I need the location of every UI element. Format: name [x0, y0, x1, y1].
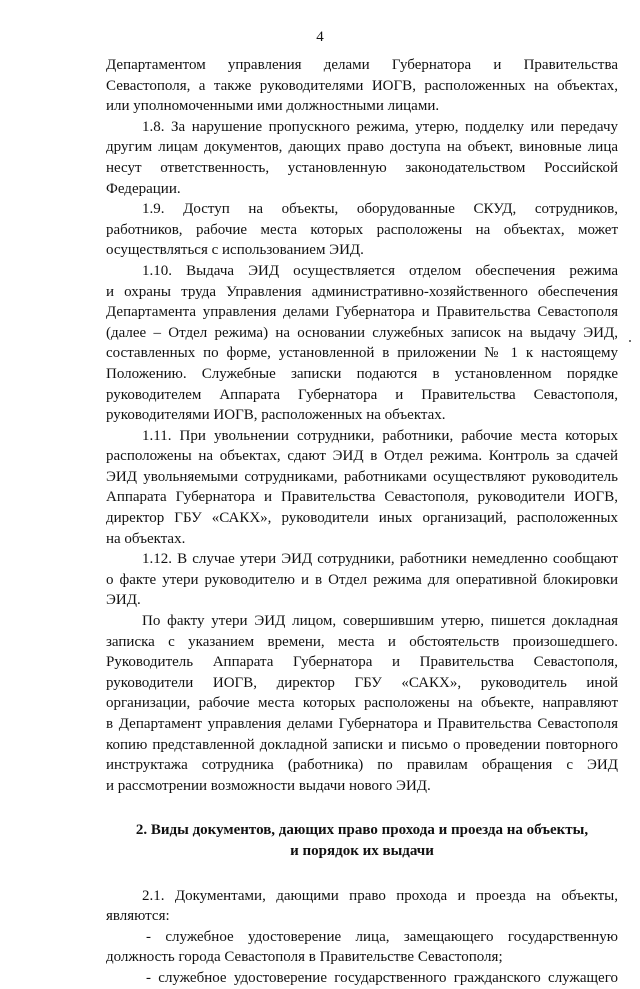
- list-item-official-id: [106, 927, 618, 968]
- paragraph-loss-report: [106, 611, 618, 796]
- text-line: копию представленной докладной записки и письмо о проведении повторного: [106, 736, 618, 753]
- text-line: являются:: [106, 908, 170, 925]
- text-line: Аппарата Губернатора и Правительства Севастополя, руководители ИОГВ,: [106, 489, 618, 506]
- text-line: составленных по форме, установленной в приложении № 1 к настоящему: [106, 345, 618, 362]
- paragraph-1-9: [106, 199, 618, 261]
- text-line: руководителями ИОГВ, расположенных на объектах.: [106, 407, 446, 424]
- text-line: ЭИД.: [106, 592, 141, 609]
- text-line: Положению. Служебные записки подаются в установленном порядке: [106, 365, 618, 382]
- scan-speck: [629, 340, 631, 342]
- text-line: и охраны труда Управления административно-хозяйственного обеспечения: [106, 283, 618, 300]
- text-line: и рассмотрении возможности выдачи нового ЭИД.: [106, 777, 431, 794]
- text-line: работников, рабочие места которых расположены на объектах, может: [106, 221, 618, 238]
- text-line: Федерации.: [106, 180, 181, 197]
- heading-line: 2. Виды документов, дающих право прохода и проезда на объекты,: [135, 822, 589, 839]
- text-line: руководители ИОГВ, директор ГБУ «САКХ», руководитель иной: [106, 674, 618, 691]
- text-line: - служебное удостоверение государственного гражданского служащего: [146, 969, 618, 986]
- text-line: ЭИД увольняемыми сотрудниками, работниками осуществляют руководитель: [106, 468, 618, 485]
- text-line: 1.10. Выдача ЭИД осуществляется отделом обеспечения режима: [142, 262, 618, 279]
- text-line: (далее – Отдел режима) на основании служебных записок на выдачу ЭИД,: [106, 324, 618, 341]
- paragraph-2-1: [106, 886, 618, 927]
- text-line: несут ответственность, установленную законодательством Российской: [106, 159, 618, 176]
- text-line: руководителем Аппарата Губернатора и Правительства Севастополя,: [106, 386, 618, 403]
- paragraph-1-12: [106, 549, 618, 611]
- text-line: Департаментом управления делами Губернатора и Правительства: [106, 57, 618, 73]
- text-line: инструктажа сотрудника (работника) по правилам обращения с ЭИД: [106, 757, 618, 774]
- text-line: директор ГБУ «САКХ», руководители иных организаций, расположенных: [106, 510, 618, 527]
- paragraph-1-8: [106, 117, 618, 199]
- text-line: 1.8. За нарушение пропускного режима, утерю, подделку или передачу: [142, 118, 618, 135]
- text-line: другим лицам документов, дающих право доступа на объект, виновные лица: [106, 139, 618, 156]
- text-line: 2.1. Документами, дающими право прохода и проезда на объекты,: [142, 887, 618, 904]
- text-line: 1.11. При увольнении сотрудники, работники, рабочие места которых: [142, 427, 618, 444]
- list-item-civil-servant-id: [106, 968, 618, 989]
- text-line: в Департамент управления делами Губернатора и Правительства Севастополя: [106, 716, 618, 732]
- heading-line: и порядок их выдачи: [290, 842, 434, 859]
- text-line: 1.12. В случае утери ЭИД сотрудники, работники немедленно сообщают: [142, 551, 618, 568]
- paragraph-1-11: [106, 426, 618, 550]
- text-line: записка с указанием времени, места и обстоятельств произошедшего.: [106, 633, 618, 650]
- document-body: [106, 55, 618, 989]
- text-line: на объектах.: [106, 530, 186, 547]
- text-line: Департамента управления делами Губернатора и Правительства Севастополя: [106, 304, 618, 321]
- text-line: - служебное удостоверение лица, замещающего государственную: [146, 928, 618, 945]
- section-2-heading: [106, 820, 618, 861]
- text-line: или уполномоченными ими должностными лицами.: [106, 98, 440, 115]
- text-line: осуществляться с использованием ЭИД.: [106, 242, 364, 259]
- text-line: расположены на объектах, сдают ЭИД в Отдел режима. Контроль за сдачей: [106, 448, 618, 465]
- paragraph-1-10: [106, 261, 618, 426]
- text-line: организации, рабочие места которых расположены на объекте, направляют: [106, 695, 618, 712]
- text-line: По факту утери ЭИД лицом, совершившим утерю, пишется докладная: [142, 613, 618, 630]
- paragraph-1-7-continuation: [106, 55, 618, 117]
- text-line: 1.9. Доступ на объекты, оборудованные СКУД, сотрудников,: [142, 201, 618, 218]
- page-number: 4: [316, 29, 324, 45]
- text-line: Руководитель Аппарата Губернатора и Правительства Севастополя,: [106, 654, 618, 671]
- text-line: о факте утери руководителю и в Отдел режима для оперативной блокировки: [106, 571, 618, 588]
- text-line: должность города Севастополя в Правительстве Севастополя;: [106, 949, 503, 966]
- text-line: Севастополя, а также руководителями ИОГВ, расположенных на объектах,: [106, 77, 618, 94]
